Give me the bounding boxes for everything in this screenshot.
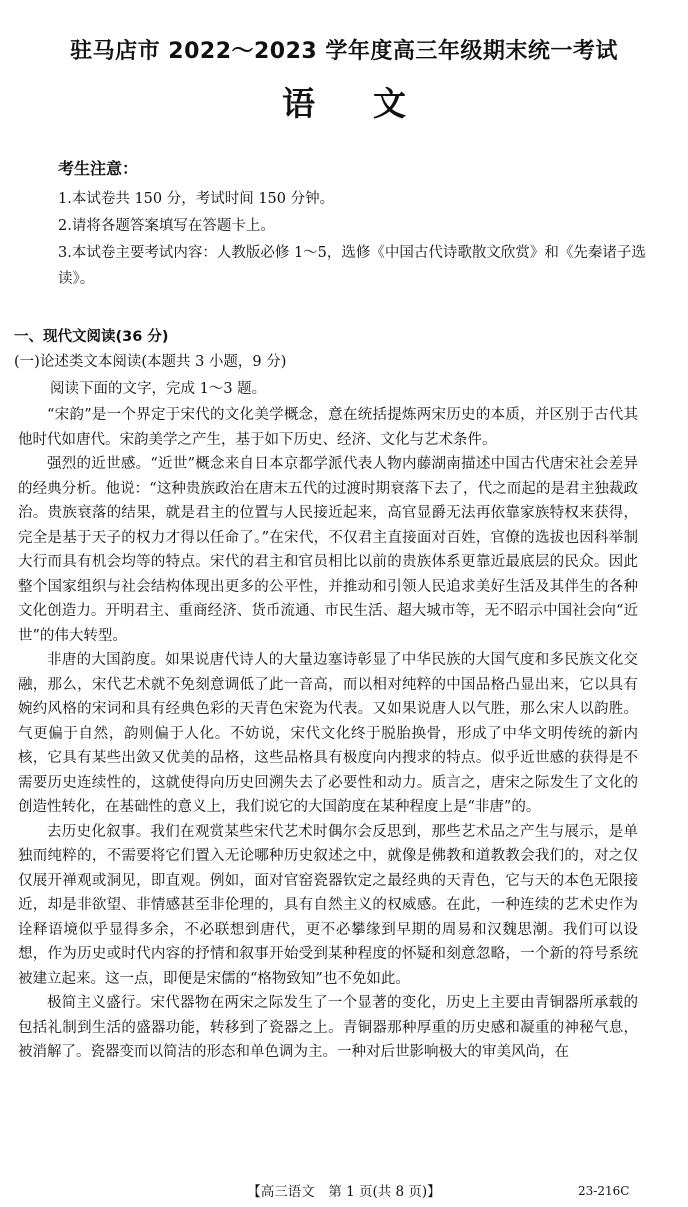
notice-item: 2.请将各题答案填写在答题卡上。 xyxy=(58,218,275,234)
notice-heading: 考生注意： xyxy=(58,159,139,178)
passage-paragraph: 强烈的近世感。“近世”概念来自日本京都学派代表人物内藤湖南描述中国古代唐宋社会差异的经典分析。他说：“这种贵族政治在唐末五代的过渡时期衰落下去了，代之而起的是君主独裁政治。贵族衰落的结果，就是君主的位置与人民接近起来，高官显爵无法再依靠家族特权来获得，完全是基于天子的权力才得以任命了。”在宋代，不仅君主直接面对百姓，官僚的选拔也因科举制大行而具有机会均等的特点。宋代的君主和官员相比以前的贵族体系更靠近最底层的民众。因此整个国家组织与社会结构体现出更多的公平性，并推动和引领人民追求美好生活及其伴生的各种文化创造力。开明君主、重商经济、货币流通、市民生活、超大城市等，无不昭示中国社会向“近世”的伟大转型。 xyxy=(18,456,638,644)
reading-passage xyxy=(18,403,638,1065)
notice-item: 1.本试卷共 150 分，考试时间 150 分钟。 xyxy=(58,191,335,207)
passage-paragraph: 极简主义盛行。宋代器物在两宋之际发生了一个显著的变化，历史上主要由青铜器所承载的包括礼制到生活的盛器功能，转移到了瓷器之上。青铜器那种厚重的历史感和凝重的神秘气息，被消解了。瓷器变而以简洁的形态和单色调为主。一种对后世影响极大的审美风尚，在 xyxy=(18,995,638,1060)
subsection-title: (一)论述类文本阅读(本题共 3 小题，9 分) xyxy=(14,354,287,370)
section-title: 一、现代文阅读(36 分) xyxy=(14,329,169,345)
passage-paragraph: 去历史化叙事。我们在观赏某些宋代艺术时偶尔会反思到，那些艺术品之产生与展示，是单独而纯粹的，不需要将它们置入无论哪种历史叙述之中，就像是佛教和道教教会我们的，对之仅仅展开禅观或洞见，即直观。例如，面对官窑瓷器钦定之最经典的天青色，它与天的本色无限接近，却是非欲望、非情感甚至非伦理的，具有自然主义的权威感。在此，一种连续的艺术史作为诠释语境似乎显得多余，不必联想到唐代，更不必攀缘到早期的周易和汉魏思潮。我们可以设想，作为历史或时代内容的抒情和叙事开始受到某种程度的怀疑和刻意忽略，一个新的符号系统被建立起来。这一点，即便是宋儒的“格物致知”也不免如此。 xyxy=(18,823,638,987)
page-footer: 【高三语文 第 1 页(共 8 页)】 xyxy=(247,1184,441,1200)
subject-title: 语文 xyxy=(282,84,464,123)
exam-title: 驻马店市 2022～2023 学年度高三年级期末统一考试 xyxy=(70,39,618,64)
paper-code: 23-216C xyxy=(578,1184,630,1198)
notice-list xyxy=(58,186,648,293)
passage-paragraph: “宋韵”是一个界定于宋代的文化美学概念，意在统括提炼两宋历史的本质，并区别于古代其他时代如唐代。宋韵美学之产生，基于如下历史、经济、文化与艺术条件。 xyxy=(18,407,638,448)
reading-instruction: 阅读下面的文字，完成 1～3 题。 xyxy=(50,381,267,397)
passage-paragraph: 非唐的大国韵度。如果说唐代诗人的大量边塞诗彰显了中华民族的大国气度和多民族文化交融，那么，宋代艺术就不免刻意调低了此一音高，而以相对纯粹的中国品格凸显出来，它以具有婉约风格的宋词和具有经典色彩的天青色宋瓷为代表。又如果说唐人以气胜，那么宋人以韵胜。气更偏于自然，韵则偏于人化。不妨说，宋代文化终于脱胎换骨，形成了中华文明传统的新内核，它具有某些出敛又优美的品格，这些品格具有极度向内搜求的特点。似乎近世感的获得是不需要历史连续性的，这就使得向历史回溯失去了必要性和动力。质言之，唐宋之际发生了文化的创造性转化，在基础性的意义上，我们说它的大国韵度在某种程度上是“非唐”的。 xyxy=(18,652,638,815)
notice-item: 3.本试卷主要考试内容：人教版必修 1～5，选修《中国古代诗歌散文欣赏》和《先秦诸子选读》。 xyxy=(58,245,646,287)
